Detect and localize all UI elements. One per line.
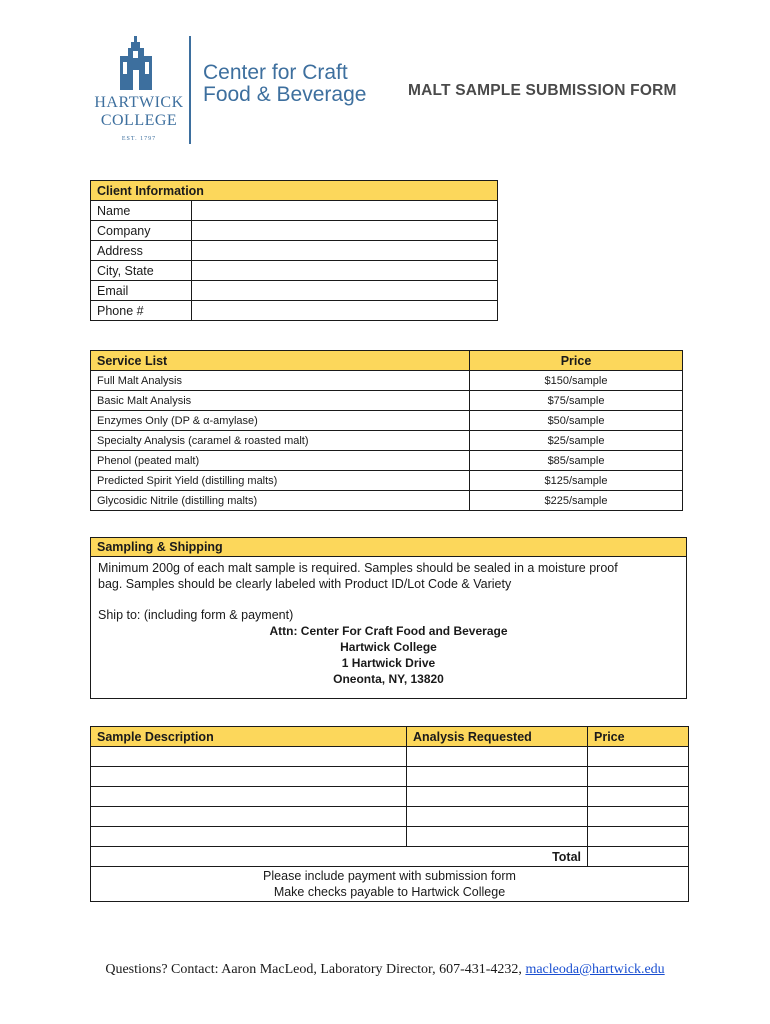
sample-description-cell[interactable] <box>91 767 407 787</box>
contact-text: Questions? Contact: Aaron MacLeod, Laboratory Director, 607-431-4232, <box>105 962 526 977</box>
sample-description-header: Sample Description <box>91 727 407 747</box>
service-price-header: Price <box>470 351 683 371</box>
table-row <box>91 807 689 827</box>
college-name: HARTWICK COLLEGE <box>94 94 184 129</box>
total-label: Total <box>91 847 588 867</box>
hartwick-tower-icon <box>112 36 164 92</box>
name-field[interactable] <box>192 201 498 221</box>
company-field[interactable] <box>192 221 498 241</box>
sample-price-cell[interactable] <box>588 827 689 847</box>
service-name: Glycosidic Nitrile (distilling malts) <box>91 491 470 511</box>
established-year: EST. 1797 <box>121 136 157 142</box>
sample-description-cell[interactable] <box>91 787 407 807</box>
service-price: $225/sample <box>470 491 683 511</box>
address-label: Address <box>91 241 192 261</box>
table-row <box>91 827 689 847</box>
email-field[interactable] <box>192 281 498 301</box>
phone-field[interactable] <box>192 301 498 321</box>
sample-price-header: Price <box>588 727 689 747</box>
logo <box>82 36 382 148</box>
sample-table <box>90 726 689 902</box>
service-list-header: Service List <box>91 351 470 371</box>
sampling-instructions: bag. Samples should be clearly labeled with Product ID/Lot Code & Variety <box>98 577 512 591</box>
analysis-requested-cell[interactable] <box>407 767 588 787</box>
sample-description-cell[interactable] <box>91 827 407 847</box>
service-name: Phenol (peated malt) <box>91 451 470 471</box>
service-price: $150/sample <box>470 371 683 391</box>
analysis-requested-cell[interactable] <box>407 807 588 827</box>
service-name: Basic Malt Analysis <box>91 391 470 411</box>
sampling-shipping-section <box>90 537 687 699</box>
page-title: MALT SAMPLE SUBMISSION FORM <box>408 82 677 99</box>
payment-note: Please include payment with submission form Make checks payable to Hartwick College <box>91 867 689 902</box>
contact-footer <box>0 962 770 978</box>
analysis-requested-cell[interactable] <box>407 827 588 847</box>
shipping-address: Attn: Center For Craft Food and Beverage Hartwick College 1 Hartwick Drive Oneonta, NY, 13820 <box>269 624 508 686</box>
service-name: Predicted Spirit Yield (distilling malts) <box>91 471 470 491</box>
sampling-shipping-header: Sampling & Shipping <box>91 538 686 557</box>
sample-price-cell[interactable] <box>588 807 689 827</box>
address-field[interactable] <box>192 241 498 261</box>
ship-to-label: Ship to: (including form & payment) <box>98 608 294 622</box>
analysis-requested-cell[interactable] <box>407 787 588 807</box>
email-label: Email <box>91 281 192 301</box>
service-list-table <box>90 350 683 511</box>
sample-description-cell[interactable] <box>91 747 407 767</box>
city-state-label: City, State <box>91 261 192 281</box>
table-row <box>91 787 689 807</box>
contact-email-link[interactable]: macleoda@hartwick.edu <box>525 962 665 977</box>
sample-price-cell[interactable] <box>588 767 689 787</box>
client-information-table <box>90 180 498 321</box>
analysis-requested-cell[interactable] <box>407 747 588 767</box>
table-row <box>91 747 689 767</box>
service-price: $75/sample <box>470 391 683 411</box>
sample-price-cell[interactable] <box>588 787 689 807</box>
service-price: $25/sample <box>470 431 683 451</box>
service-price: $85/sample <box>470 451 683 471</box>
sample-description-cell[interactable] <box>91 807 407 827</box>
center-name: Center for Craft Food & Beverage <box>203 61 367 106</box>
service-name: Full Malt Analysis <box>91 371 470 391</box>
company-label: Company <box>91 221 192 241</box>
service-name: Enzymes Only (DP & α-amylase) <box>91 411 470 431</box>
service-name: Specialty Analysis (caramel & roasted malt) <box>91 431 470 451</box>
client-information-header: Client Information <box>91 181 498 201</box>
analysis-requested-header: Analysis Requested <box>407 727 588 747</box>
phone-label: Phone # <box>91 301 192 321</box>
total-field[interactable] <box>588 847 689 867</box>
city-state-field[interactable] <box>192 261 498 281</box>
sample-price-cell[interactable] <box>588 747 689 767</box>
sampling-instructions: Minimum 200g of each malt sample is required. Samples should be sealed in a moisture proof <box>98 561 618 575</box>
logo-divider <box>189 36 191 144</box>
name-label: Name <box>91 201 192 221</box>
service-price: $50/sample <box>470 411 683 431</box>
table-row <box>91 767 689 787</box>
service-price: $125/sample <box>470 471 683 491</box>
